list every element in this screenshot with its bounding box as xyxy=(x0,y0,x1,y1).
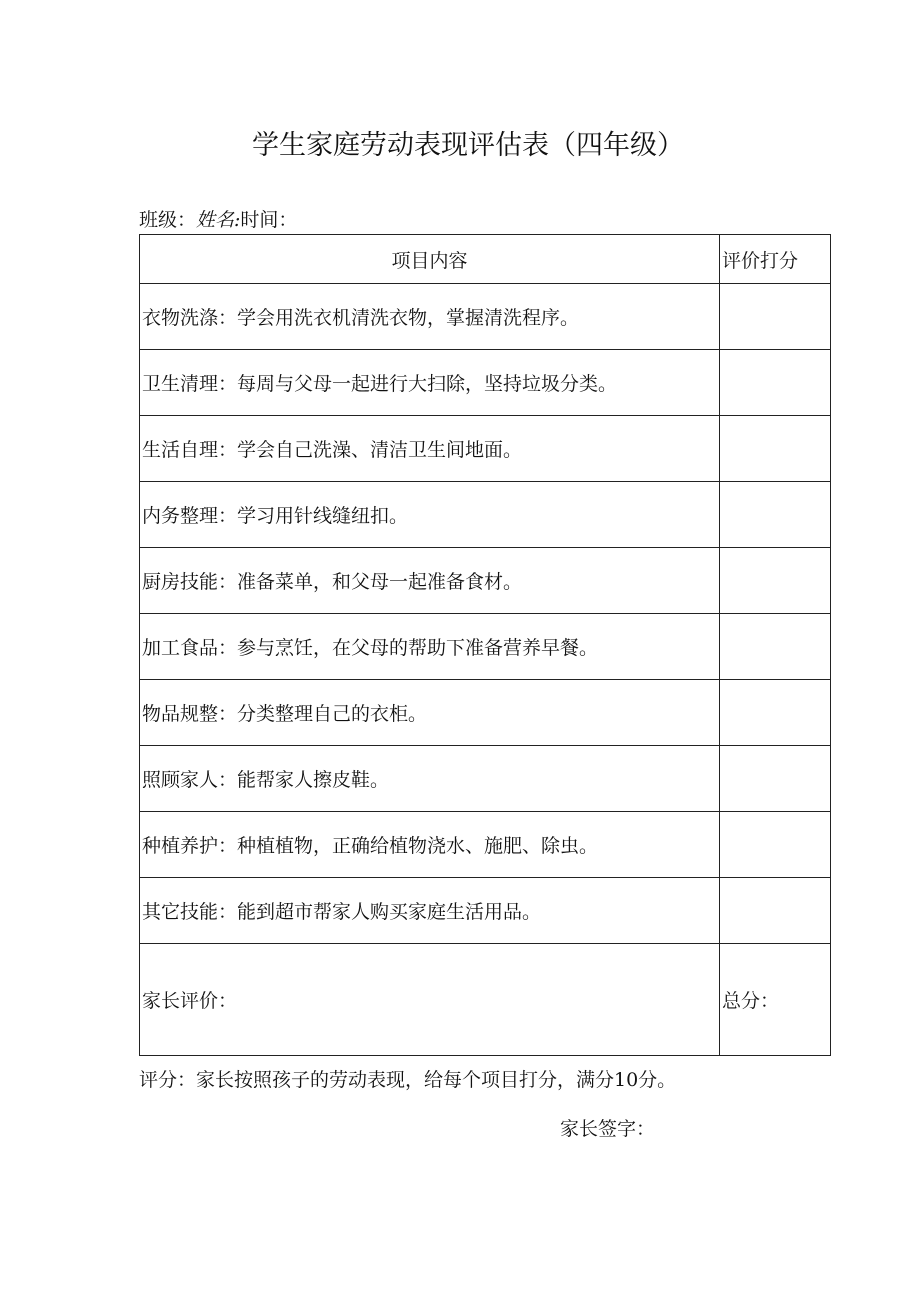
row-score-cell[interactable] xyxy=(720,680,831,746)
name-label: 姓名: xyxy=(196,209,241,231)
row-content: 照顾家人：能帮家人擦皮鞋。 xyxy=(140,746,720,812)
signature-label: 家长签字： xyxy=(560,1118,656,1140)
row-score-cell[interactable] xyxy=(720,548,831,614)
row-score-cell[interactable] xyxy=(720,482,831,548)
scoring-note: 评分：家长按照孩子的劳动表现，给每个项目打分，满分10分。 xyxy=(139,1069,677,1091)
row-content: 加工食品：参与烹饪，在父母的帮助下准备营养早餐。 xyxy=(140,614,720,680)
row-score-cell[interactable] xyxy=(720,746,831,812)
table-row xyxy=(140,284,831,350)
row-score-cell[interactable] xyxy=(720,284,831,350)
parent-eval-label: 家长评价： xyxy=(140,944,720,1056)
header-content: 项目内容 xyxy=(140,235,720,284)
info-line xyxy=(139,205,297,235)
row-score-cell[interactable] xyxy=(720,878,831,944)
row-content: 内务整理：学习用针线缝纽扣。 xyxy=(140,482,720,548)
table-header-row xyxy=(140,235,831,284)
row-content: 物品规整：分类整理自己的衣柜。 xyxy=(140,680,720,746)
table-row xyxy=(140,482,831,548)
evaluation-table xyxy=(139,234,831,1056)
row-content: 厨房技能：准备菜单，和父母一起准备食材。 xyxy=(140,548,720,614)
class-label: 班级： xyxy=(139,209,197,231)
row-score-cell[interactable] xyxy=(720,812,831,878)
row-score-cell[interactable] xyxy=(720,350,831,416)
header-score: 评价打分 xyxy=(720,235,831,284)
table-row xyxy=(140,878,831,944)
table-row xyxy=(140,416,831,482)
table-row xyxy=(140,548,831,614)
row-content: 卫生清理：每周与父母一起进行大扫除，坚持垃圾分类。 xyxy=(140,350,720,416)
total-label: 总分： xyxy=(720,944,831,1056)
row-content: 衣物洗涤：学会用洗衣机清洗衣物，掌握清洗程序。 xyxy=(140,284,720,350)
table-footer-row xyxy=(140,944,831,1056)
row-score-cell[interactable] xyxy=(720,416,831,482)
row-content: 种植养护：种植植物，正确给植物浇水、施肥、除虫。 xyxy=(140,812,720,878)
row-score-cell[interactable] xyxy=(720,614,831,680)
table-row xyxy=(140,746,831,812)
time-label: 时间： xyxy=(240,209,298,231)
document-title: 学生家庭劳动表现评估表（四年级） xyxy=(252,130,684,161)
row-content: 生活自理：学会自己洗澡、清洁卫生间地面。 xyxy=(140,416,720,482)
table-row xyxy=(140,350,831,416)
table-row xyxy=(140,812,831,878)
table-row xyxy=(140,614,831,680)
table-row xyxy=(140,680,831,746)
row-content: 其它技能：能到超市帮家人购买家庭生活用品。 xyxy=(140,878,720,944)
